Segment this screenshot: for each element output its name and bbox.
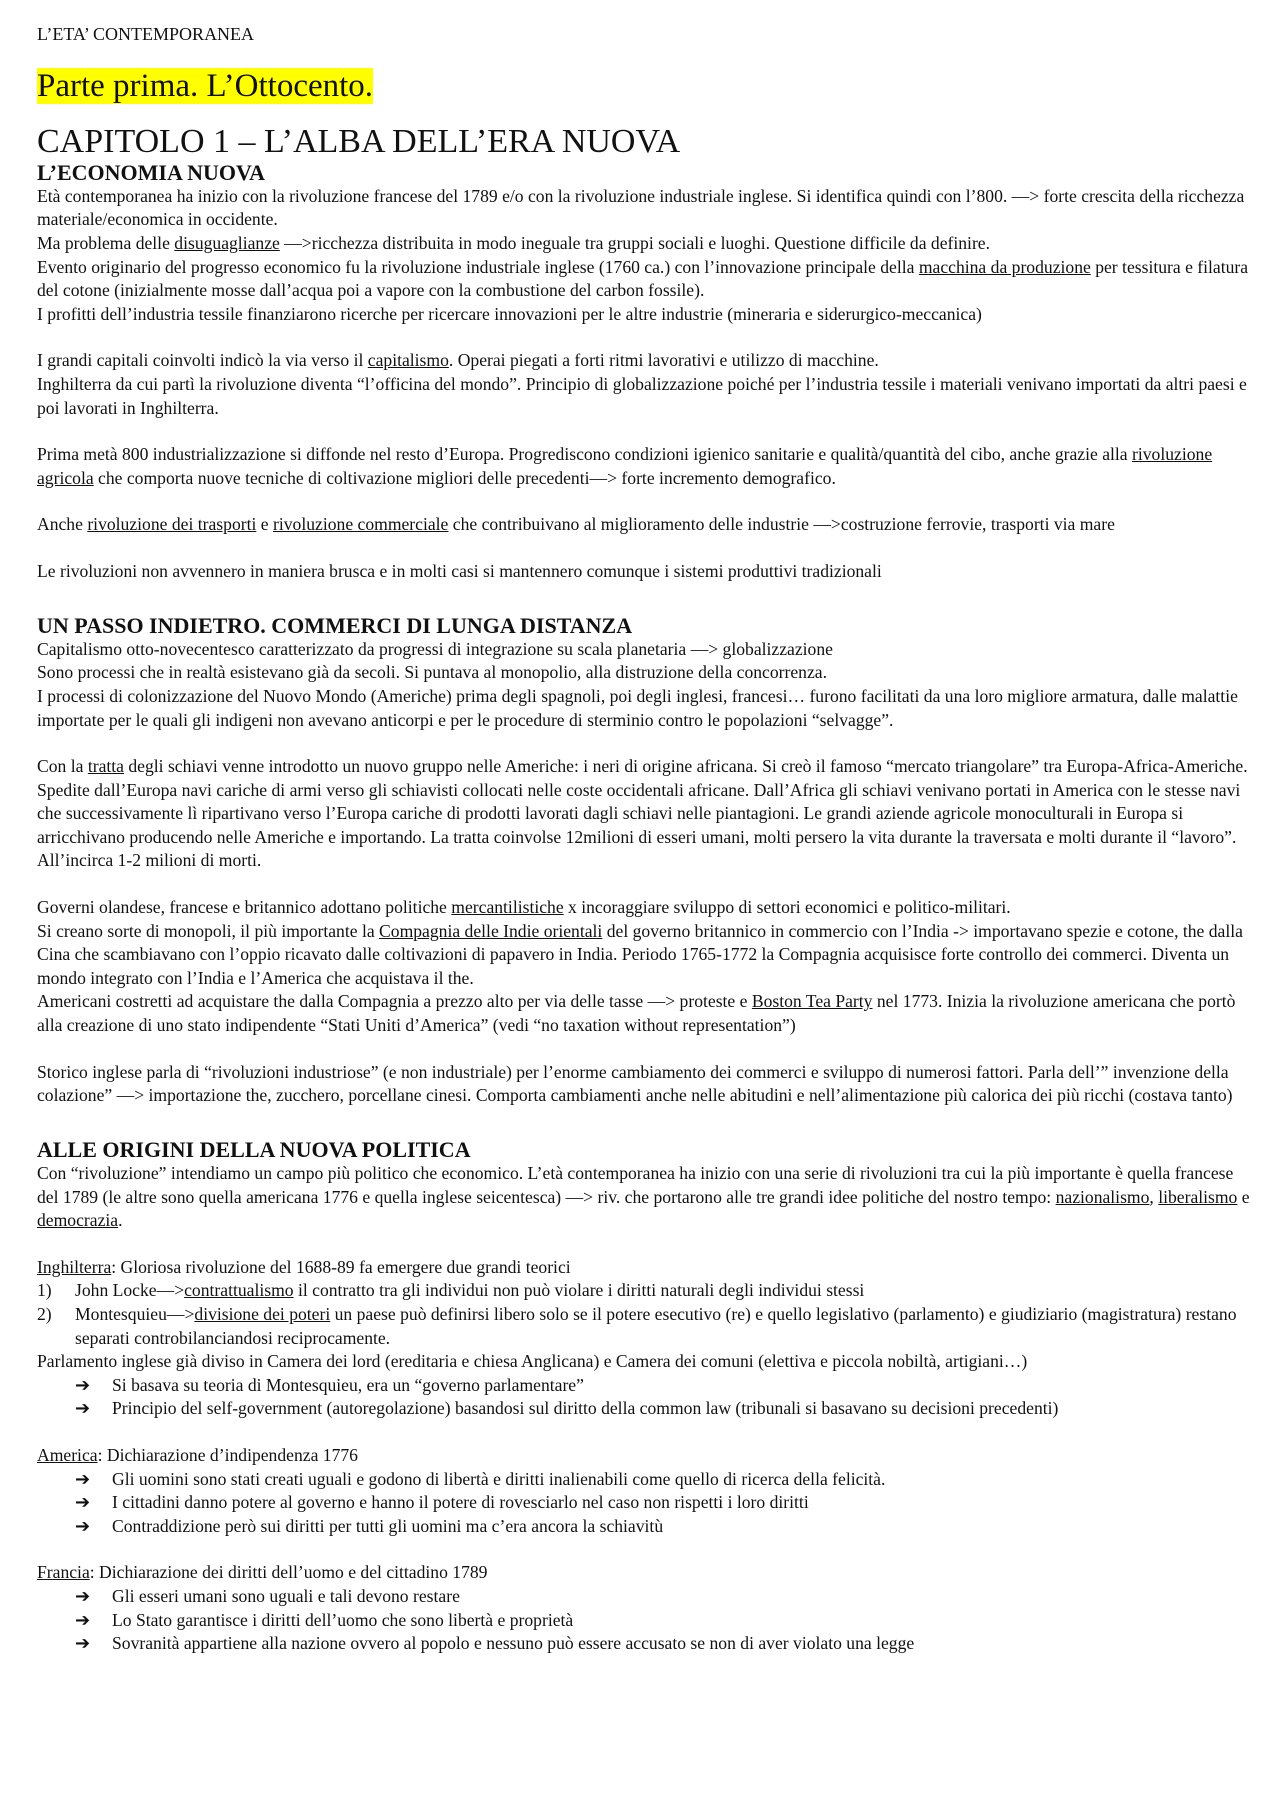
section-heading-politica: ALLE ORIGINI DELLA NUOVA POLITICA xyxy=(37,1136,471,1162)
part-title-highlight: Parte prima. L’Ottocento. xyxy=(37,67,374,104)
paragraph-francia: Francia: Dichiarazione dei diritti dell’uomo e del cittadino 1789 xyxy=(37,1562,488,1583)
document-page xyxy=(37,24,1252,1656)
paragraph: Capitalismo otto-novecentesco caratterizzato da progressi di integrazione su scala planetaria —> globalizzazione xyxy=(37,638,833,659)
underlined-term: disuguaglianze xyxy=(174,233,280,253)
paragraph: I profitti dell’industria tessile finanziarono ricerche per ricercare innovazioni per le altre industrie (mineraria e siderurgico-meccanica) xyxy=(37,303,982,324)
underlined-term: Compagnia delle Indie orientali xyxy=(379,920,603,941)
arrow-list xyxy=(37,1585,1252,1656)
arrow-list xyxy=(37,1374,1252,1421)
arrow-icon: ➔ xyxy=(75,1515,91,1537)
paragraph: Con “rivoluzione” intendiamo un campo più politico che economico. L’età contemporanea ha inizio con una serie di rivoluzioni tra cui la più importante è quella francese del 1789 (le altre sono quella americana 1776 e quella inglese seicentesca) —> riv. che portarono alle tre grandi idee politiche del nostro tempo: nazionalismo, liberalismo e democrazia. xyxy=(37,1163,1250,1231)
underlined-term: liberalismo xyxy=(1158,1186,1238,1207)
underlined-term: nazionalismo xyxy=(1055,1186,1150,1207)
list-item: ➔ I cittadini danno potere al governo e hanno il potere di rovesciarlo nel caso non rispetti i loro diritti xyxy=(75,1492,809,1514)
underlined-term: macchina da produzione xyxy=(918,256,1091,277)
arrow-icon: ➔ xyxy=(75,1609,91,1631)
list-item: ➔ Gli esseri umani sono uguali e tali devono restare xyxy=(75,1585,460,1607)
section-heading-commerci: UN PASSO INDIETRO. COMMERCI DI LUNGA DISTANZA xyxy=(37,612,633,638)
underlined-term: rivoluzione commerciale xyxy=(273,514,449,535)
list-item: ➔ Si basava su teoria di Montesquieu, era un “governo parlamentare” xyxy=(75,1374,584,1396)
paragraph: Ma problema delle disuguaglianze —>ricchezza distribuita in modo ineguale tra gruppi sociali e luoghi. Questione difficile da definire. xyxy=(37,233,991,253)
document-header: L’ETA’ CONTEMPORANEA xyxy=(37,24,255,44)
paragraph: Sono processi che in realtà esistevano già da secoli. Si puntava al monopolio, alla distruzione della concorrenza. xyxy=(37,662,828,683)
section-heading-economia: L’ECONOMIA NUOVA xyxy=(37,159,265,185)
list-item: ➔ Sovranità appartiene alla nazione ovvero al popolo e nessuno può essere accusato se non di aver violato una legge xyxy=(75,1633,915,1655)
paragraph: Evento originario del progresso economico fu la rivoluzione industriale inglese (1760 ca.) con l’innovazione principale della macchina da produzione per tessitura e filatura del cotone (inizialmente mosse dall’acqua poi a vapore con la combustione del carbon fossile). xyxy=(37,256,1249,301)
list-item: 1) John Locke—>contrattualismo il contratto tra gli individui non può violare i diritti naturali degli individui stessi xyxy=(37,1280,865,1301)
country-label-america: America xyxy=(37,1444,98,1465)
country-label-francia: Francia xyxy=(37,1562,90,1583)
chapter-title: CAPITOLO 1 – L’ALBA DELL’ERA NUOVA xyxy=(37,122,681,160)
paragraph: Le rivoluzioni non avvennero in maniera brusca e in molti casi si mantennero comunque i sistemi produttivi tradizionali xyxy=(37,560,882,581)
paragraph: Storico inglese parla di “rivoluzioni industriose” (e non industriale) per l’enorme cambiamento dei commerci e sviluppo di numerosi fattori. Parla dell’” invenzione della colazione” —> importazione the, zucchero, porcellane cinesi. Comporta cambiamenti anche nelle abitudini e nell’alimentazione più calorica dei più ricchi (costava tanto) xyxy=(37,1061,1233,1106)
paragraph: Governi olandese, francese e britannico adottano politiche mercantilistiche x incoraggiare sviluppo di settori economici e politico-militari. xyxy=(37,897,1011,918)
paragraph: I processi di colonizzazione del Nuovo Mondo (Americhe) prima degli spagnoli, poi degli inglesi, francesi… furono facilitati da una loro migliore armatura, dalle malattie importate per le quali gli indigeni non avevano anticorpi e per le procedure di sterminio contro le popolazioni “selvagge”. xyxy=(37,685,1238,730)
paragraph: Con la tratta degli schiavi venne introdotto un nuovo gruppo nelle Americhe: i neri di origine africana. Si creò il famoso “mercato triangolare” tra Europa-Africa-Americhe. Spedite dall’Europa navi cariche di armi verso gli schiavisti collocati nelle coste occidentali africane. Dall’Africa gli schiavi venivano portati in America con le stesse navi che successivamente lì ripartivano verso l’Europa cariche di prodotti lavorati dagli schiavi nelle piantagioni. Le grandi aziende agricole monoculturali in Europa si arricchivano producendo nelle Americhe e importando. La tratta coinvolse 12milioni di esseri umani, molti persero la vita durante la traversata e molti durante il “lavoro”. All’incirca 1-2 milioni di morti. xyxy=(37,756,1248,871)
underlined-term: mercantilistiche xyxy=(451,897,564,918)
paragraph: Età contemporanea ha inizio con la rivoluzione francese del 1789 e/o con la rivoluzione industriale inglese. Si identifica quindi con l’800. —> forte crescita della ricchezza materiale/economica in occidente. xyxy=(37,185,1245,230)
arrow-icon: ➔ xyxy=(75,1374,91,1396)
list-item: ➔ Lo Stato garantisce i diritti dell’uomo che sono libertà e proprietà xyxy=(75,1609,574,1631)
arrow-icon: ➔ xyxy=(75,1492,91,1514)
list-item: 2) Montesquieu—>divisione dei poteri un paese può definirsi libero solo se il potere esecutivo (re) e quello legislativo (parlamento) e giudiziario (magistratura) restano separati controbilanciandosi reciprocamente. xyxy=(37,1303,1237,1348)
paragraph: I grandi capitali coinvolti indicò la via verso il capitalismo. Operai piegati a forti ritmi lavorativi e utilizzo di macchine. xyxy=(37,350,879,371)
paragraph: Americani costretti ad acquistare the dalla Compagnia a prezzo alto per via delle tasse —> proteste e Boston Tea Party nel 1773. Inizia la rivoluzione americana che portò alla creazione di uno stato indipendente “Stati Uniti d’America” (vedi “no taxation without representation”) xyxy=(37,991,1236,1036)
arrow-icon: ➔ xyxy=(75,1633,91,1655)
underlined-term: contrattualismo xyxy=(184,1280,294,1301)
list-item: ➔ Principio del self-government (autoregolazione) basandosi sul diritto della common law (tribunali si basavano su decisioni precedenti) xyxy=(75,1398,1059,1420)
paragraph-inghilterra: Inghilterra: Gloriosa rivoluzione del 1688-89 fa emergere due grandi teorici xyxy=(37,1256,571,1277)
paragraph: Si creano sorte di monopoli, il più importante la Compagnia delle Indie orientali del governo britannico in commercio con l’India -> importavano spezie e cotone, the dalla Cina che scambiavano con l’oppio ricavato dalle coltivazioni di papavero in India. Periodo 1765-1772 la Compagnia acquisisce forte controllo dei commerci. Diventa un mondo integrato con l’India e l’America che acquistava il the. xyxy=(37,920,1243,988)
numbered-list xyxy=(37,1279,1252,1350)
underlined-term: democrazia xyxy=(37,1210,119,1231)
underlined-term: rivoluzione agricola xyxy=(37,444,1213,488)
arrow-icon: ➔ xyxy=(75,1468,91,1490)
underlined-term: capitalismo xyxy=(367,350,449,371)
country-label-inghilterra: Inghilterra xyxy=(37,1256,112,1277)
underlined-term: rivoluzione dei trasporti xyxy=(87,514,257,535)
underlined-term: Boston Tea Party xyxy=(751,991,873,1012)
arrow-list xyxy=(37,1468,1252,1539)
arrow-icon: ➔ xyxy=(75,1585,91,1607)
list-item: ➔ Contraddizione però sui diritti per tutti gli uomini ma c’era ancora la schiavitù xyxy=(75,1515,664,1537)
part-title xyxy=(37,68,1252,106)
paragraph: Inghilterra da cui partì la rivoluzione diventa “l’officina del mondo”. Principio di globalizzazione poiché per l’industria tessile i materiali venivano importati da altri paesi e poi lavorati in Inghilterra. xyxy=(37,373,1247,418)
paragraph: Prima metà 800 industrializzazione si diffonde nel resto d’Europa. Progrediscono condizioni igienico sanitarie e qualità/quantità del cibo, anche grazie alla rivoluzione agricola che comporta nuove tecniche di coltivazione migliori delle precedenti—> forte incremento demografico. xyxy=(37,444,1213,488)
arrow-icon: ➔ xyxy=(75,1398,91,1420)
underlined-term: tratta xyxy=(87,756,124,777)
paragraph: Parlamento inglese già diviso in Camera dei lord (ereditaria e chiesa Anglicana) e Camera dei comuni (elettiva e piccola nobiltà, artigiani…) xyxy=(37,1351,1028,1372)
paragraph: Anche rivoluzione dei trasporti e rivoluzione commerciale che contribuivano al miglioramento delle industrie —>costruzione ferrovie, trasporti via mare xyxy=(37,514,1115,535)
list-item: ➔ Gli uomini sono stati creati uguali e godono di libertà e diritti inalienabili come quello di ricerca della felicità. xyxy=(75,1468,886,1490)
paragraph-america: America: Dichiarazione d’indipendenza 1776 xyxy=(37,1444,358,1465)
underlined-term: divisione dei poteri xyxy=(194,1303,331,1324)
